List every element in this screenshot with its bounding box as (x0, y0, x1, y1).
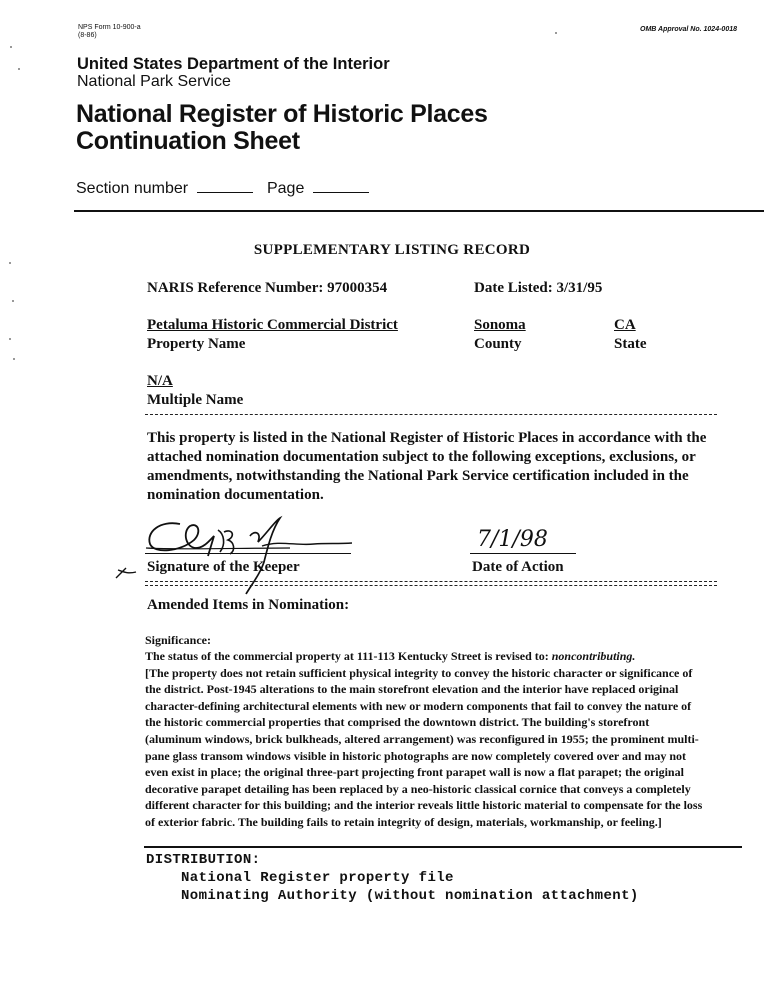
scan-speck (13, 358, 15, 360)
property-name-value: Petaluma Historic Commercial District (147, 317, 398, 333)
date-listed: Date Listed: 3/31/95 (474, 280, 603, 296)
amendment-line: of exterior fabric. The building fails to retain integrity of design, materials, workmanship, or feeling.] (145, 814, 662, 829)
amendment-line: (aluminum windows, brick bulkheads, altered arrangement) was reconfigured in 1955; the prominent multi- (145, 731, 699, 746)
statement-line-1: This property is listed in the National Register of Historic Places in accordance with the (147, 430, 707, 446)
amendment-line: different character for this building; and the interior reveals little historic material to compensate for the loss (145, 798, 703, 813)
scan-speck (555, 32, 557, 34)
property-name-label: Property Name (147, 336, 246, 352)
form-revision: (8-86) (78, 32, 97, 39)
amendment-line: pane glass transom windows visible in historic photographs are now completely covered over and may not (145, 748, 687, 763)
keeper-signature (140, 510, 360, 600)
statement-line-2: attached nomination documentation subject to the following exceptions, exclusions, or (147, 449, 696, 465)
page-subtitle: Continuation Sheet (76, 127, 300, 155)
date-of-action-label: Date of Action (472, 559, 564, 575)
amendment-line: character-defining architectural elements with new or modern components that fail to convey the nature of (145, 698, 692, 713)
county-value: Sonoma (474, 317, 526, 333)
section-number-blank (197, 180, 253, 193)
amendment-text (145, 648, 745, 831)
dashed-divider-2 (145, 581, 717, 582)
county-label: County (474, 336, 522, 352)
scan-speck (18, 68, 20, 70)
state-value: CA (614, 317, 636, 333)
multiple-name-value: N/A (147, 373, 173, 389)
distribution-divider (144, 846, 742, 848)
scan-speck (9, 262, 11, 264)
significance-label: Significance: (145, 633, 211, 647)
section-number-label: Section number (76, 180, 189, 197)
date-of-action-handwritten: 7/1/98 (477, 527, 548, 552)
status-line (145, 648, 745, 665)
amendment-line: [The property does not retain sufficient physical integrity to convey the historic character or significance of (145, 665, 693, 680)
form-id (78, 24, 141, 40)
dashed-divider-1 (145, 414, 717, 415)
page-number-blank (313, 180, 369, 193)
check-mark-icon (114, 562, 138, 580)
statement-line-4: nomination documentation. (147, 487, 324, 503)
amendment-line: the historic commercial properties that comprised the downtown district. The building's storefront (145, 715, 650, 730)
record-heading: SUPPLEMENTARY LISTING RECORD (253, 242, 531, 258)
service-name: National Park Service (77, 73, 231, 90)
dashed-divider-3 (145, 585, 717, 586)
page-label: Page (266, 180, 305, 197)
status-prefix: The status of the commercial property at 111-113 Kentucky Street is revised to: (145, 649, 552, 663)
listing-statement (147, 429, 747, 505)
form-number: NPS Form 10-900-a (78, 24, 141, 31)
distribution-item-1: National Register property file (181, 870, 454, 886)
signature-label: Signature of the Keeper (147, 559, 300, 575)
multiple-name-label: Multiple Name (147, 392, 244, 408)
amendment-line: the district. Post-1945 alterations to the main storefront elevation and the interior have replaced original (145, 682, 679, 697)
amendment-line: even exist in place; the original three-part projecting front parapet wall is now a flat parapet; the original (145, 765, 684, 780)
statement-line-3: amendments, notwithstanding the National Park Service certification included in the (147, 468, 689, 484)
section-page-row (76, 180, 369, 198)
scan-speck (12, 300, 14, 302)
date-line (470, 553, 576, 554)
state-label: State (614, 336, 647, 352)
scan-speck (10, 46, 12, 48)
signature-line (145, 553, 351, 554)
department-name: United States Department of the Interior (77, 55, 390, 73)
distribution-heading: DISTRIBUTION: (146, 852, 261, 868)
header-divider (74, 210, 764, 212)
omb-approval: OMB Approval No. 1024-0018 (640, 26, 737, 33)
amended-items-heading: Amended Items in Nomination: (147, 597, 350, 613)
page-title: National Register of Historic Places (76, 100, 488, 128)
scan-speck (9, 338, 11, 340)
distribution-item-2: Nominating Authority (without nomination attachment) (181, 888, 639, 904)
naris-reference: NARIS Reference Number: 97000354 (147, 280, 388, 296)
amendment-line: decorative parapet detailing has been replaced by a neo-historic classical cornice that conveys a completely (145, 781, 691, 796)
status-value: noncontributing. (551, 649, 636, 663)
